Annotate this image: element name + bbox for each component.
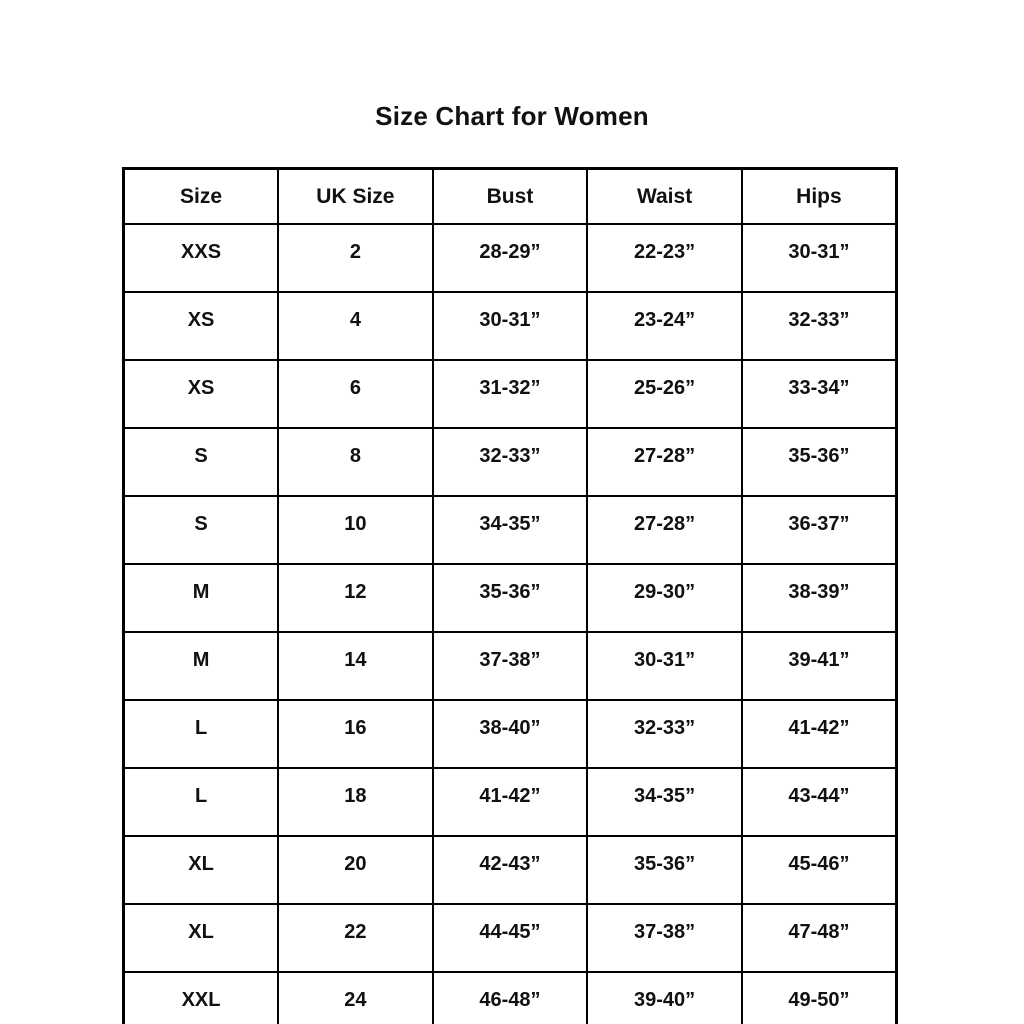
table-cell: 30-31” [433,292,588,360]
table-cell: S [124,496,279,564]
table-cell: XS [124,292,279,360]
table-cell: 37-38” [433,632,588,700]
table-row [124,836,897,904]
table-cell: 42-43” [433,836,588,904]
table-row [124,972,897,1024]
table-cell: 32-33” [742,292,897,360]
table-head [124,169,897,225]
table-cell: 23-24” [587,292,742,360]
table-cell: 32-33” [433,428,588,496]
table-cell: 36-37” [742,496,897,564]
table-cell: 41-42” [433,768,588,836]
table-cell: 37-38” [587,904,742,972]
table-cell: 6 [278,360,433,428]
table-cell: 27-28” [587,428,742,496]
table-cell: 34-35” [433,496,588,564]
column-header: Bust [433,169,588,225]
header-row [124,169,897,225]
table-cell: 14 [278,632,433,700]
table-cell: 29-30” [587,564,742,632]
table-cell: 35-36” [433,564,588,632]
column-header: Waist [587,169,742,225]
table-row [124,292,897,360]
size-chart-table [122,167,898,1024]
table-cell: XXL [124,972,279,1024]
table-cell: 30-31” [742,224,897,292]
table-cell: 44-45” [433,904,588,972]
column-header: Size [124,169,279,225]
column-header: UK Size [278,169,433,225]
table-cell: 43-44” [742,768,897,836]
table-cell: 39-40” [587,972,742,1024]
table-cell: 32-33” [587,700,742,768]
table-row [124,360,897,428]
table-cell: XS [124,360,279,428]
table-cell: 12 [278,564,433,632]
table-cell: 22-23” [587,224,742,292]
table-cell: 20 [278,836,433,904]
table-cell: 34-35” [587,768,742,836]
table-cell: 39-41” [742,632,897,700]
table-cell: 2 [278,224,433,292]
table-cell: 8 [278,428,433,496]
table-cell: M [124,564,279,632]
table-cell: 24 [278,972,433,1024]
table-cell: 35-36” [742,428,897,496]
table-cell: 38-40” [433,700,588,768]
table-cell: 33-34” [742,360,897,428]
table-row [124,768,897,836]
table-cell: XL [124,904,279,972]
table-cell: 18 [278,768,433,836]
table-cell: 41-42” [742,700,897,768]
table-row [124,632,897,700]
table-cell: XXS [124,224,279,292]
table-cell: XL [124,836,279,904]
table-cell: L [124,768,279,836]
table-row [124,564,897,632]
table-cell: 49-50” [742,972,897,1024]
table-row [124,496,897,564]
table-row [124,428,897,496]
table-cell: 47-48” [742,904,897,972]
table-cell: L [124,700,279,768]
table-cell: 30-31” [587,632,742,700]
table-cell: 38-39” [742,564,897,632]
column-header: Hips [742,169,897,225]
table-cell: S [124,428,279,496]
table-cell: 35-36” [587,836,742,904]
table-row [124,700,897,768]
table-cell: 16 [278,700,433,768]
table-cell: M [124,632,279,700]
table-cell: 10 [278,496,433,564]
table-cell: 4 [278,292,433,360]
table-cell: 25-26” [587,360,742,428]
table-cell: 27-28” [587,496,742,564]
table-cell: 22 [278,904,433,972]
table-cell: 31-32” [433,360,588,428]
table-cell: 28-29” [433,224,588,292]
table-cell: 45-46” [742,836,897,904]
page-title: Size Chart for Women [375,101,649,131]
table-cell: 46-48” [433,972,588,1024]
table-row [124,904,897,972]
table-row [124,224,897,292]
table-body [124,224,897,1024]
